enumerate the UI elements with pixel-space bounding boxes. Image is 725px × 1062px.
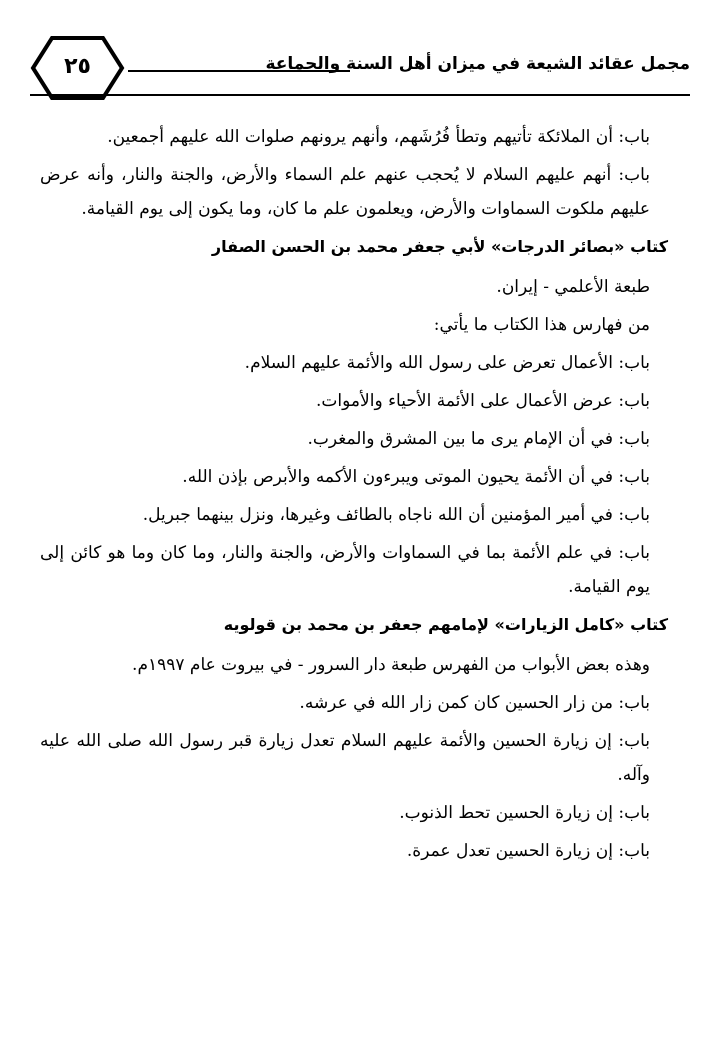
page-header (30, 34, 690, 104)
text-line: طبعة الأعلمي - إيران. (496, 277, 650, 297)
book-heading: كتاب «بصائر الدرجات» لأبي جعفر محمد بن الحسن الصفار (211, 237, 668, 256)
chapter-entry: باب: أن الملائكة تأتيهم وتطأ فُرُشَهم، وأنهم يرونهم صلوات الله عليهم أجمعين. (107, 127, 650, 147)
chapter-entry: باب: إن زيارة الحسين تحط الذنوب. (399, 803, 650, 823)
running-title: مجمل عقائد الشيعة في ميزان أهل السنة والجماعة (265, 54, 690, 74)
chapter-entry: باب: عرض الأعمال على الأئمة الأحياء والأموات. (316, 391, 650, 411)
header-rule (30, 94, 690, 96)
book-heading: كتاب «كامل الزيارات» لإمامهم جعفر بن محمد بن قولويه (223, 615, 668, 634)
chapter-entry: باب: من زار الحسين كان كمن زار الله في عرشه. (299, 693, 650, 713)
chapter-entry: باب: إن زيارة الحسين تعدل عمرة. (406, 841, 650, 861)
chapter-entry: باب: في أمير المؤمنين أن الله ناجاه بالطائف وغيرها، ونزل بينهما جبريل. (142, 505, 650, 525)
page-number: ٢٥ (64, 54, 91, 79)
chapter-entry: باب: في أن الإمام يرى ما بين المشرق والمغرب. (307, 429, 650, 449)
chapter-entry: باب: إن زيارة الحسين والأئمة عليهم السلام تعدل زيارة قبر رسول الله صلى الله عليه وآله. (40, 731, 650, 785)
chapter-entry: باب: في علم الأئمة بما في السماوات والأرض، والجنة والنار، وما كان وما هو كائن إلى يوم القيامة. (40, 543, 650, 597)
page-number-badge (30, 34, 125, 102)
chapter-entry: باب: أنهم عليهم السلام لا يُحجب عنهم علم السماء والأرض، والجنة والنار، وأنه عرض عليهم ملكوت السماوات والأرض، ويعلمون علم ما كان، وما يكون إلى يوم القيامة. (40, 165, 650, 219)
chapter-entry: باب: في أن الأئمة يحيون الموتى ويبرءون الأكمه والأبرص بإذن الله. (182, 467, 650, 487)
text-line: وهذه بعض الأبواب من الفهرس طبعة دار السرور - في بيروت عام ١٩٩٧م. (132, 655, 650, 675)
page-body (40, 120, 668, 872)
chapter-entry: باب: الأعمال تعرض على رسول الله والأئمة عليهم السلام. (244, 353, 650, 373)
text-line: من فهارس هذا الكتاب ما يأتي: (433, 315, 650, 335)
